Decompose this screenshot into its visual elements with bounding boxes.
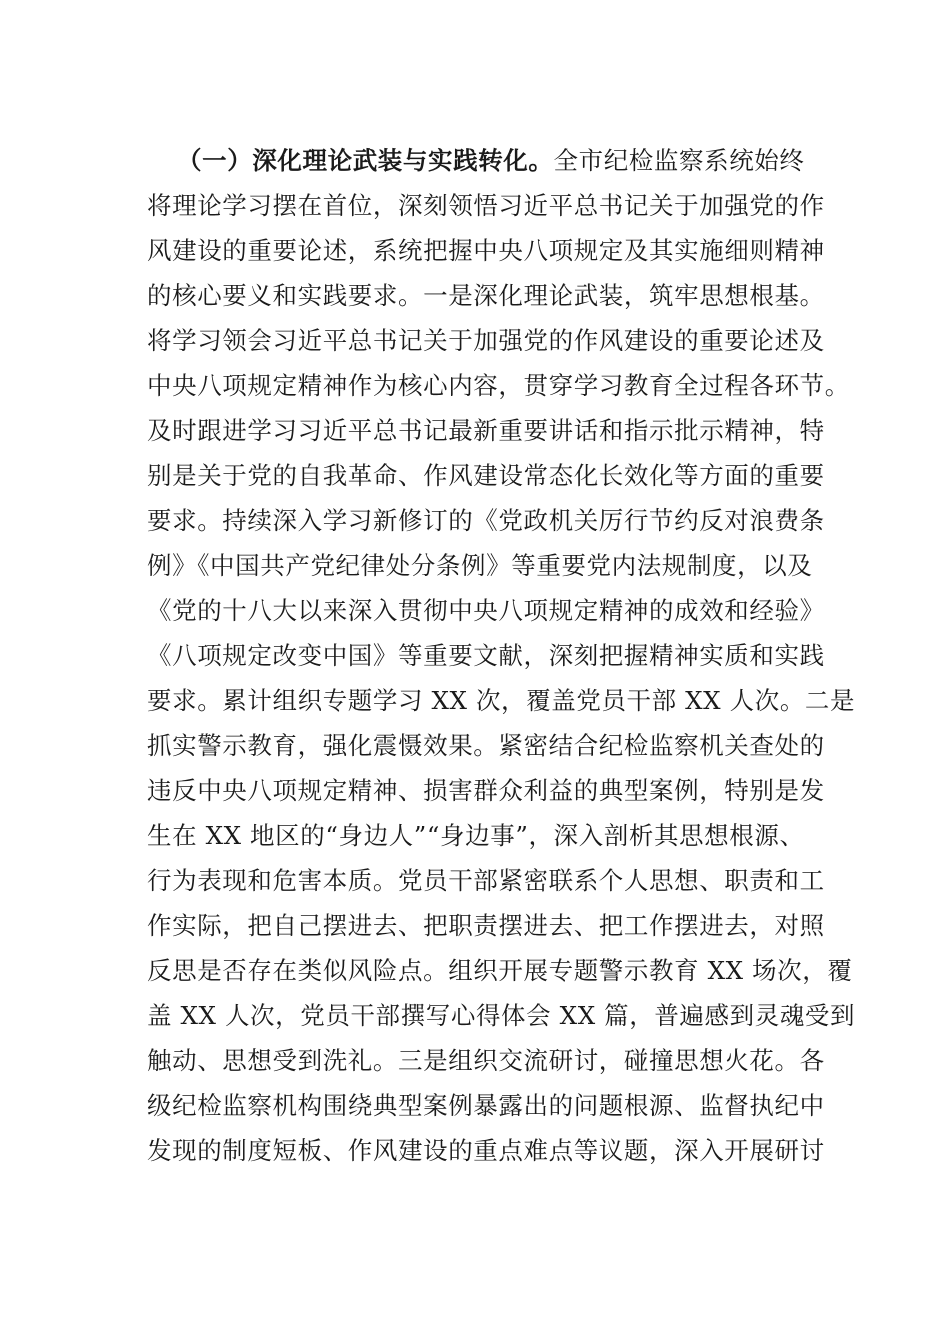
text-line: 及时跟进学习习近平总书记最新重要讲话和指示批示精神，特 bbox=[147, 416, 825, 445]
text-line: 作实际，把自己摆进去、把职责摆进去、把工作摆进去，对照 bbox=[147, 911, 825, 940]
text-line: 生在 XX 地区的“身边人”“身边事”，深入剖析其思想根源、 bbox=[147, 821, 805, 850]
body-paragraph bbox=[147, 138, 856, 1173]
text-line: 盖 XX 人次，党员干部撰写心得体会 XX 篇，普遍感到灵魂受到 bbox=[147, 1001, 856, 1030]
text-line: 违反中央八项规定精神、损害群众利益的典型案例，特别是发 bbox=[147, 776, 825, 805]
text-line: 风建设的重要论述，系统把握中央八项规定及其实施细则精神 bbox=[147, 236, 825, 265]
text-line: 别是关于党的自我革命、作风建设常态化长效化等方面的重要 bbox=[147, 461, 825, 490]
text-line: 行为表现和危害本质。党员干部紧密联系个人思想、职责和工 bbox=[147, 866, 825, 895]
text-line: 发现的制度短板、作风建设的重点难点等议题，深入开展研讨 bbox=[147, 1136, 825, 1165]
paragraph-first-line bbox=[147, 138, 837, 183]
text-line: 级纪检监察机构围绕典型案例暴露出的问题根源、监督执纪中 bbox=[147, 1091, 825, 1120]
text-line: 例》《中国共产党纪律处分条例》等重要党内法规制度，以及 bbox=[147, 551, 813, 580]
section-heading: （一）深化理论武装与实践转化。 bbox=[177, 146, 554, 175]
text-line: 反思是否存在类似风险点。组织开展专题警示教育 XX 场次，覆 bbox=[147, 956, 853, 985]
text-line: 中央八项规定精神作为核心内容，贯穿学习教育全过程各环节。 bbox=[147, 371, 850, 400]
text-line: 《党的十八大以来深入贯彻中央八项规定精神的成效和经验》 bbox=[147, 596, 825, 625]
text-line: 要求。持续深入学习新修订的《党政机关厉行节约反对浪费条 bbox=[147, 506, 825, 535]
text-line: 将学习领会习近平总书记关于加强党的作风建设的重要论述及 bbox=[147, 326, 825, 355]
text-line: 抓实警示教育，强化震慑效果。紧密结合纪检监察机关查处的 bbox=[147, 731, 825, 760]
text-line: 《八项规定改变中国》等重要文献，深刻把握精神实质和实践 bbox=[147, 641, 825, 670]
text-line: 的核心要义和实践要求。一是深化理论武装，筑牢思想根基。 bbox=[147, 281, 825, 310]
text-line: 要求。累计组织专题学习 XX 次，覆盖党员干部 XX 人次。二是 bbox=[147, 686, 856, 715]
text-line: 将理论学习摆在首位，深刻领悟习近平总书记关于加强党的作 bbox=[147, 191, 825, 220]
text-line: 全市纪检监察系统始终 bbox=[553, 146, 805, 175]
text-line: 触动、思想受到洗礼。三是组织交流研讨，碰撞思想火花。各 bbox=[147, 1046, 825, 1075]
